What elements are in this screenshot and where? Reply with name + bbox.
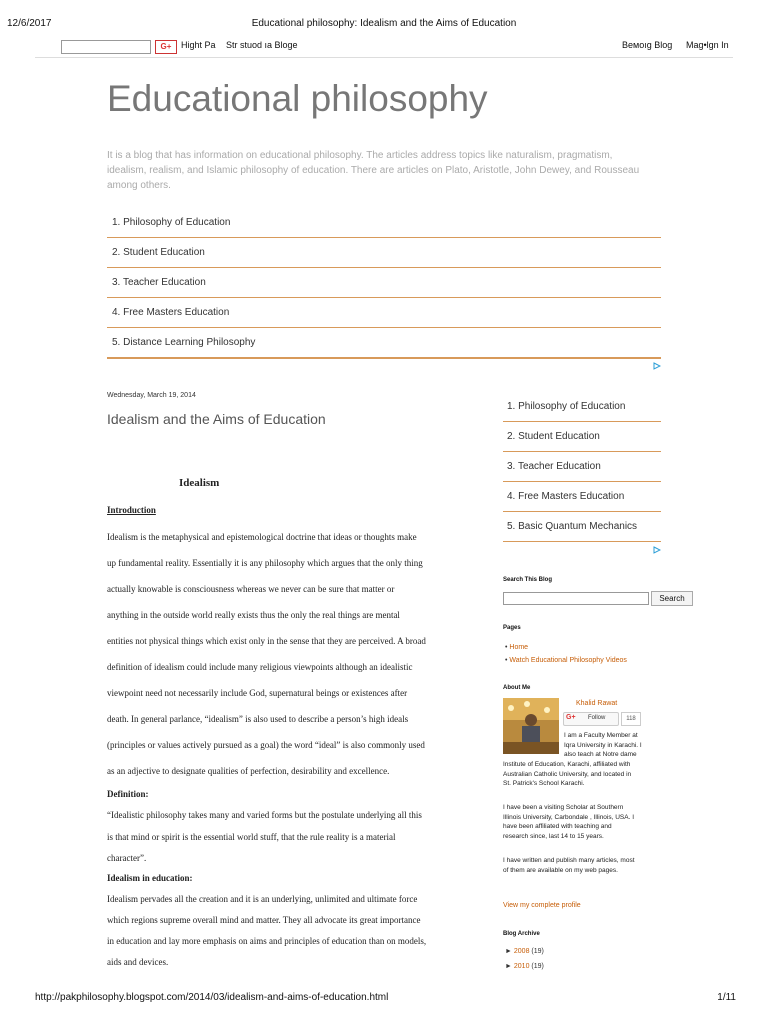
top-menu-item-distance[interactable]: 5. Distance Learning Philosophy bbox=[107, 328, 661, 359]
bio-line: I am a Faculty Member at bbox=[564, 732, 638, 739]
about-heading: About Me bbox=[503, 685, 531, 691]
profile-name-link[interactable]: Khalid Rawat bbox=[576, 700, 618, 707]
search-heading: Search This Blog bbox=[503, 577, 553, 583]
search-button[interactable]: Search bbox=[651, 591, 693, 606]
about-bio bbox=[503, 760, 631, 789]
post-date: Wednesday, March 19, 2014 bbox=[107, 392, 196, 399]
archive-item[interactable] bbox=[505, 963, 544, 970]
print-date: 12/6/2017 bbox=[7, 18, 52, 29]
page-link-videos[interactable]: • Watch Educational Philosophy Videos bbox=[505, 654, 627, 667]
pages-heading: Pages bbox=[503, 625, 521, 631]
navbar-divider bbox=[35, 57, 733, 58]
archive-count: (19) bbox=[531, 963, 544, 970]
bio-line: I have written and publish many articles, most bbox=[503, 857, 635, 864]
blog-description: It is a blog that has information on educational philosophy. The articles address topics like naturalism, pragmatism, idealism, realism, and Islamic philosophy of education. There are articles on Plato, Aristotle, John Dewey, and Rousseau among others. bbox=[107, 150, 640, 191]
blog-search-input[interactable] bbox=[503, 592, 649, 605]
post-paragraph-line: Idealism is the metaphysical and epistemological doctrine that ideas or thoughts make bbox=[107, 532, 417, 542]
post-paragraph-line: character”. bbox=[107, 853, 147, 863]
bio-line: St. Patrick's School Karachi. bbox=[503, 780, 585, 787]
definition-label: Definition: bbox=[107, 789, 149, 799]
bio-line: of them are available on my web pages. bbox=[503, 866, 618, 874]
post-paragraph-line: viewpoint need not necessarily include God, supernatural beings or existences after bbox=[107, 688, 408, 698]
post-paragraph-line: actually knowable is consciousness whereas we never can be sure that matter or bbox=[107, 584, 395, 594]
post-paragraph-line: up fundamental reality. Essentially it is any philosophy which argues that the only thing bbox=[107, 558, 423, 568]
post-paragraph-line: as an adjective to designate qualities of perfection, desirability and excellence. bbox=[107, 766, 390, 776]
top-menu-item-teacher[interactable]: 3. Teacher Education bbox=[107, 268, 661, 298]
post-paragraph-line: entities not physical things which exist only in the sense that they are perceived. A broad bbox=[107, 636, 426, 646]
view-profile-link[interactable]: View my complete profile bbox=[503, 902, 581, 909]
follower-count: 118 bbox=[621, 712, 641, 726]
follow-button[interactable] bbox=[563, 712, 619, 726]
post-paragraph-line: Idealism pervades all the creation and it is an underlying, unlimited and ultimate force bbox=[107, 894, 418, 904]
print-url: http://pakphilosophy.blogspot.com/2014/03/idealism-and-aims-of-education.html bbox=[35, 992, 389, 1003]
sidebar-menu bbox=[503, 393, 661, 543]
archive-year-link[interactable]: 2010 bbox=[513, 963, 530, 970]
bio-line: Institute of Education, Karachi, affiliated with bbox=[503, 761, 631, 768]
blog-title[interactable]: Educational philosophy bbox=[107, 78, 488, 119]
post-paragraph-line: “Idealistic philosophy takes many and varied forms but the postulate underlying all this bbox=[107, 810, 422, 820]
top-menu-item-masters[interactable]: 4. Free Masters Education bbox=[107, 298, 661, 328]
adchoice-icon[interactable] bbox=[653, 546, 661, 554]
bio-line: Australian Catholic University, and located in bbox=[503, 770, 632, 778]
post-paragraph-line: which regions supreme overall mind and matter. They all advocate its great importance bbox=[107, 915, 421, 925]
sidebar-item-philosophy[interactable]: 1. Philosophy of Education bbox=[503, 393, 661, 422]
about-bio bbox=[564, 731, 642, 760]
post-paragraph-line: in education and lay more emphasis on aims and principles of education than on models, bbox=[107, 936, 427, 946]
gplus-button[interactable]: G+ bbox=[155, 40, 177, 54]
archive-item[interactable] bbox=[505, 948, 544, 955]
top-menu bbox=[107, 208, 661, 359]
post-paragraph-line: is that mind or spirit is the essential world stuff, that the rule reality is a material bbox=[107, 832, 396, 842]
sidebar-item-quantum[interactable]: 5. Basic Quantum Mechanics bbox=[503, 513, 661, 542]
archive-year-link[interactable]: 2008 bbox=[513, 948, 530, 955]
adchoice-icon[interactable] bbox=[653, 362, 661, 370]
about-bio bbox=[503, 803, 634, 841]
pages-list bbox=[505, 641, 627, 667]
sidebar-item-teacher[interactable]: 3. Teacher Education bbox=[503, 453, 661, 482]
follow-label: Follow bbox=[588, 715, 606, 721]
next-blog-link[interactable]: Hight Pa bbox=[181, 40, 216, 50]
print-title: Educational philosophy: Idealism and the Aims of Education bbox=[251, 18, 517, 29]
post-paragraph-line: aids and devices. bbox=[107, 957, 169, 967]
post-paragraph-line: anything in the outside world really exists thus the only the real things are mental bbox=[107, 610, 400, 620]
bio-line: also teach at Notre dame bbox=[564, 751, 637, 758]
education-label: Idealism in education: bbox=[107, 873, 193, 883]
bio-line: research since, last 14 to 15 years. bbox=[503, 832, 604, 840]
introduction-label: Introduction bbox=[107, 505, 156, 515]
expand-arrow-icon[interactable]: ► bbox=[505, 948, 512, 955]
bio-line: have been affiliated with teaching and bbox=[503, 823, 612, 830]
print-page-number: 1/11 bbox=[717, 992, 736, 1003]
gplus-icon: G+ bbox=[566, 714, 576, 721]
more-blog-link[interactable]: Bемоıg Blog bbox=[622, 40, 673, 50]
top-menu-item-philosophy[interactable]: 1. Philosophy of Education bbox=[107, 208, 661, 238]
bio-line: I have been a visiting Scholar at Southern bbox=[503, 804, 624, 811]
post-title[interactable]: Idealism and the Aims of Education bbox=[107, 411, 326, 427]
avatar[interactable] bbox=[503, 698, 559, 754]
archive-count: (19) bbox=[531, 948, 544, 955]
post-paragraph-line: death. In general parlance, “idealism” is also used to describe a person’s high ideals bbox=[107, 714, 409, 724]
about-bio bbox=[503, 856, 635, 875]
post-paragraph-line: (principles or values actively pursued as a goal) the word “ideal” is also commonly used bbox=[107, 740, 425, 750]
top-menu-item-student[interactable]: 2. Student Education bbox=[107, 238, 661, 268]
archive-heading: Blog Archive bbox=[503, 931, 540, 937]
bio-line: Illinois University, Carbondale , Illinois, USA. I bbox=[503, 813, 635, 821]
sidebar-item-masters[interactable]: 4. Free Masters Education bbox=[503, 483, 661, 512]
sign-in-link[interactable]: Mag•lgn In bbox=[686, 40, 729, 50]
post-heading: Idealism bbox=[179, 477, 220, 489]
expand-arrow-icon[interactable]: ► bbox=[505, 963, 512, 970]
page-link-home[interactable]: • Home bbox=[505, 641, 627, 654]
sidebar-item-student[interactable]: 2. Student Education bbox=[503, 423, 661, 452]
navbar-search-input[interactable] bbox=[61, 40, 151, 54]
bio-line: Iqra University in Karachi. I bbox=[564, 741, 642, 749]
create-blog-link[interactable]: Str stuod ıa Bloge bbox=[226, 40, 298, 50]
post-paragraph-line: definition of idealism could include many religious viewpoints although an idealistic bbox=[107, 662, 413, 672]
